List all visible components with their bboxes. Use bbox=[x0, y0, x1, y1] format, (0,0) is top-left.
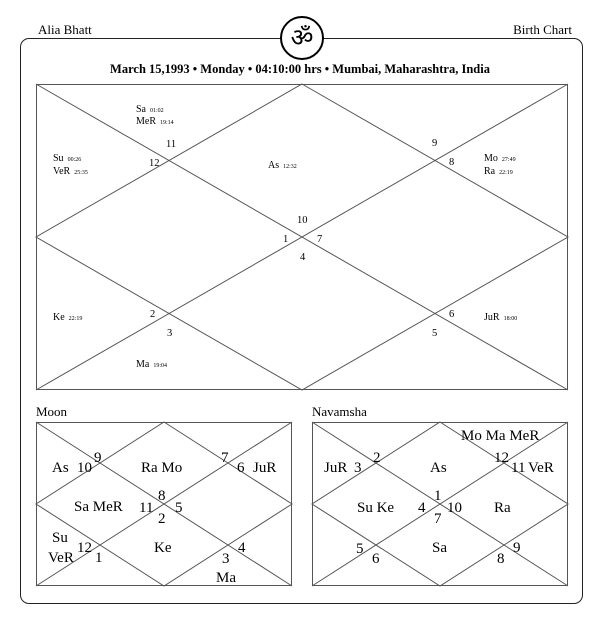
moon-planet-ma: Ma bbox=[216, 570, 236, 586]
house-number-8: 8 bbox=[449, 157, 455, 168]
house-number-5: 5 bbox=[432, 328, 438, 339]
house-number-3: 3 bbox=[167, 328, 173, 339]
navamsha-planet-ra: Ra bbox=[494, 500, 511, 516]
moon-number-12: 12 bbox=[77, 540, 92, 556]
planet-ma: Ma 19:04 bbox=[136, 359, 168, 370]
moon-number-6: 6 bbox=[237, 460, 245, 476]
moon-number-3: 3 bbox=[222, 551, 230, 567]
planet-ra: Ra 22:19 bbox=[484, 166, 513, 177]
navamsha-number-2: 2 bbox=[373, 450, 381, 466]
house-number-10: 10 bbox=[297, 215, 308, 226]
birth-info: March 15,1993 • Monday • 04:10:00 hrs • Mumbai, Maharashtra, India bbox=[110, 62, 490, 76]
navamsha-number-8: 8 bbox=[497, 551, 505, 567]
navamsha-planet-as: As bbox=[430, 460, 447, 476]
moon-planet-ke: Ke bbox=[154, 540, 172, 556]
navamsha-number-3: 3 bbox=[354, 460, 362, 476]
navamsha-number-9: 9 bbox=[513, 540, 521, 556]
moon-number-1: 1 bbox=[95, 550, 103, 566]
navamsha-number-12: 12 bbox=[494, 450, 509, 466]
moon-planet-ver: VeR bbox=[48, 550, 74, 566]
navamsha-chart bbox=[312, 422, 568, 586]
navamsha-planet-ver: VeR bbox=[528, 460, 554, 476]
house-number-2: 2 bbox=[150, 309, 156, 320]
moon-chart bbox=[36, 422, 292, 586]
moon-planet-ramo: Ra Mo bbox=[141, 460, 183, 476]
house-number-9: 9 bbox=[432, 138, 438, 149]
navamsha-planet-jur: JuR bbox=[324, 460, 348, 476]
om-symbol-icon: ॐ bbox=[280, 16, 324, 60]
navamsha-number-5: 5 bbox=[356, 541, 364, 557]
planet-ver: VeR 25:35 bbox=[53, 166, 88, 177]
moon-planet-as: As bbox=[52, 460, 69, 476]
navamsha-number-6: 6 bbox=[372, 551, 380, 567]
house-number-12: 12 bbox=[149, 158, 160, 169]
moon-planet-samer: Sa MeR bbox=[74, 499, 123, 515]
navamsha-number-11: 11 bbox=[511, 460, 526, 476]
planet-sa: Sa 01:02 bbox=[136, 104, 164, 115]
moon-number-4: 4 bbox=[238, 540, 246, 556]
navamsha-planet-momamer: Mo Ma MeR bbox=[461, 428, 540, 444]
house-number-6: 6 bbox=[449, 309, 455, 320]
navamsha-number-10: 10 bbox=[447, 500, 462, 516]
moon-number-2: 2 bbox=[158, 511, 166, 527]
moon-number-5: 5 bbox=[175, 500, 183, 516]
planet-su: Su 00:26 bbox=[53, 153, 82, 164]
planet-jur: JuR 18:00 bbox=[484, 312, 518, 323]
navamsha-planet-suke: Su Ke bbox=[357, 500, 395, 516]
document-type: Birth Chart bbox=[513, 22, 572, 37]
moon-number-9: 9 bbox=[94, 450, 102, 466]
planet-ke: Ke 22:19 bbox=[53, 312, 83, 323]
moon-planet-su: Su bbox=[52, 530, 68, 546]
moon-number-11: 11 bbox=[139, 500, 154, 516]
planet-mo: Mo 27:49 bbox=[484, 153, 516, 164]
navamsha-number-4: 4 bbox=[418, 500, 426, 516]
moon-number-10: 10 bbox=[77, 460, 92, 476]
navamsha-chart-title: Navamsha bbox=[312, 404, 367, 419]
house-number-4: 4 bbox=[300, 252, 306, 263]
native-name: Alia Bhatt bbox=[38, 22, 92, 37]
main-birth-chart bbox=[36, 84, 568, 390]
house-number-7: 7 bbox=[317, 234, 323, 245]
moon-planet-jur: JuR bbox=[253, 460, 277, 476]
house-number-1: 1 bbox=[283, 234, 289, 245]
moon-chart-title: Moon bbox=[36, 404, 68, 419]
house-number-11: 11 bbox=[166, 139, 177, 150]
moon-number-7: 7 bbox=[221, 450, 229, 466]
planet-as: As 12:32 bbox=[268, 160, 297, 171]
navamsha-planet-sa: Sa bbox=[432, 540, 447, 556]
planet-mer: MeR 19:14 bbox=[136, 116, 174, 127]
navamsha-number-7: 7 bbox=[434, 511, 442, 527]
navamsha-number-1: 1 bbox=[434, 488, 442, 504]
moon-number-8: 8 bbox=[158, 488, 166, 504]
